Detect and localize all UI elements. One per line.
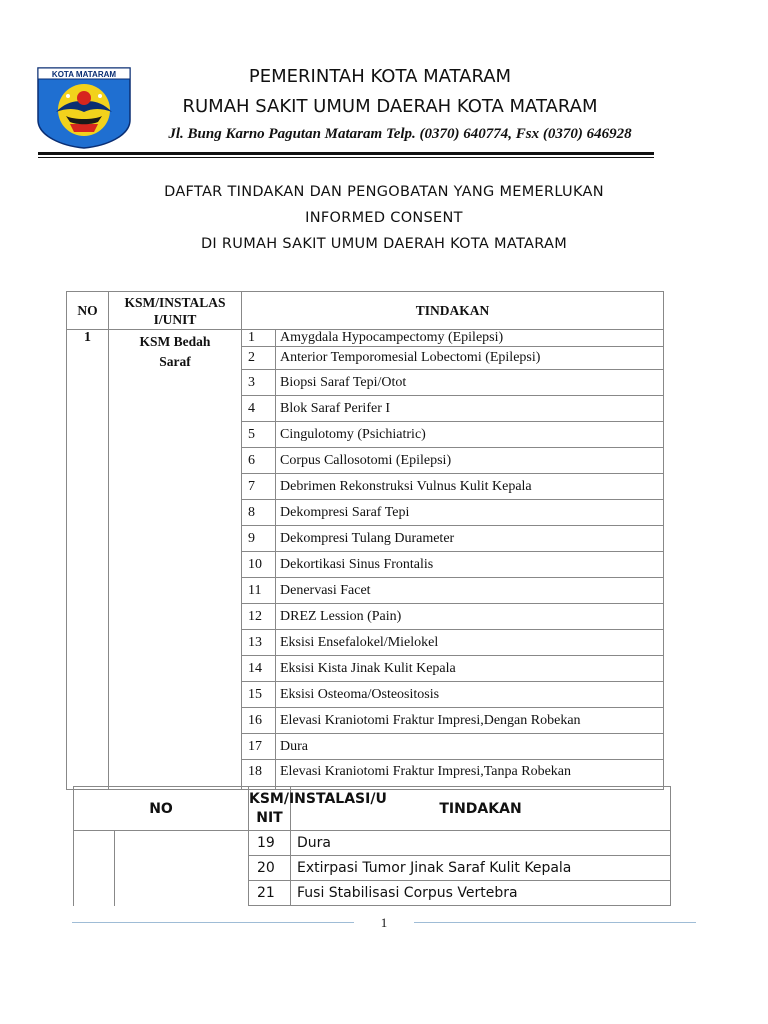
row-number: 16	[242, 708, 276, 734]
procedure-name: Elevasi Kraniotomi Fraktur Impresi,Tanpa Robekan	[276, 760, 664, 790]
procedure-name: Elevasi Kraniotomi Fraktur Impresi,Dengan Robekan	[276, 708, 664, 734]
group-number: 1	[67, 330, 109, 790]
row-number: 4	[242, 396, 276, 422]
procedure-name: Eksisi Osteoma/Osteositosis	[276, 682, 664, 708]
header-ksm	[249, 787, 387, 831]
letterhead-rule-thick	[38, 152, 654, 155]
header-ksm	[109, 292, 242, 330]
doc-title-line1: DAFTAR TINDAKAN DAN PENGOBATAN YANG MEMERLUKAN	[164, 184, 604, 200]
row-number: 21	[249, 881, 291, 906]
group-ksm-line2: Saraf	[159, 354, 191, 369]
header-no: NO	[67, 292, 109, 330]
table-row	[74, 831, 671, 856]
procedure-name: Blok Saraf Perifer I	[276, 396, 664, 422]
procedure-name: Anterior Temporomesial Lobectomi (Epilepsi)	[276, 347, 664, 370]
letterhead-rule-thin	[38, 157, 654, 158]
table-header-row	[74, 787, 671, 831]
header-tindakan: TINDAKAN	[242, 292, 664, 330]
procedure-table	[66, 291, 664, 790]
procedure-name: Cingulotomy (Psichiatric)	[276, 422, 664, 448]
table-row	[67, 330, 664, 347]
row-number: 18	[242, 760, 276, 790]
group-ksm	[109, 330, 242, 790]
footer-rule-right	[414, 922, 696, 923]
header-no-label: NO	[149, 800, 173, 817]
row-number: 20	[249, 856, 291, 881]
procedure-name: Corpus Callosotomi (Epilepsi)	[276, 448, 664, 474]
logo-text: KOTA MATARAM	[51, 70, 117, 79]
procedure-name: Fusi Stabilisasi Corpus Vertebra	[291, 881, 671, 906]
procedure-name: Eksisi Ensefalokel/Mielokel	[276, 630, 664, 656]
procedure-name: Biopsi Saraf Tepi/Otot	[276, 370, 664, 396]
header-ksm-line2: NIT	[256, 809, 283, 826]
hospital-address: Jl. Bung Karno Pagutan Mataram Telp. (0370) 640774, Fsx (0370) 646928	[168, 126, 632, 142]
row-number: 8	[242, 500, 276, 526]
footer-rule-left	[72, 922, 354, 923]
procedure-name: Extirpasi Tumor Jinak Saraf Kulit Kepala	[291, 856, 671, 881]
row-number: 3	[242, 370, 276, 396]
hospital-name: RUMAH SAKIT UMUM DAERAH KOTA MATARAM	[182, 96, 598, 117]
header-no	[74, 787, 249, 831]
row-number: 7	[242, 474, 276, 500]
government-name: PEMERINTAH KOTA MATARAM	[248, 66, 512, 87]
group-ksm-line1: KSM Bedah	[139, 334, 211, 349]
procedure-name: Debrimen Rekonstruksi Vulnus Kulit Kepala	[276, 474, 664, 500]
procedure-name: Dekortikasi Sinus Frontalis	[276, 552, 664, 578]
procedure-name: Dura	[291, 831, 671, 856]
row-number: 5	[242, 422, 276, 448]
header-tindakan: TINDAKAN	[291, 787, 671, 831]
row-number: 6	[242, 448, 276, 474]
row-number: 9	[242, 526, 276, 552]
header-ksm-line1: KSM/INSTALAS	[124, 294, 226, 310]
city-logo	[36, 66, 132, 150]
procedure-name: DREZ Lession (Pain)	[276, 604, 664, 630]
procedure-name: Eksisi Kista Jinak Kulit Kepala	[276, 656, 664, 682]
row-number: 17	[242, 734, 276, 760]
row-number: 10	[242, 552, 276, 578]
row-number: 14	[242, 656, 276, 682]
header-ksm-line1: KSM/INSTALASI/U	[249, 790, 387, 807]
row-number: 12	[242, 604, 276, 630]
procedure-name: Denervasi Facet	[276, 578, 664, 604]
procedure-name: Dura	[276, 734, 664, 760]
page-number: 1	[380, 915, 388, 930]
table-header-row	[67, 292, 664, 330]
doc-title-line2: INFORMED CONSENT	[305, 210, 463, 226]
row-number: 13	[242, 630, 276, 656]
procedure-name: Dekompresi Saraf Tepi	[276, 500, 664, 526]
procedure-name: Amygdala Hypocampectomy (Epilepsi)	[276, 330, 664, 347]
procedure-name: Dekompresi Tulang Durameter	[276, 526, 664, 552]
row-number: 1	[242, 330, 276, 347]
row-number: 19	[249, 831, 291, 856]
row-number: 15	[242, 682, 276, 708]
row-number: 2	[242, 347, 276, 370]
doc-title-line3: DI RUMAH SAKIT UMUM DAERAH KOTA MATARAM	[200, 236, 568, 252]
row-number: 11	[242, 578, 276, 604]
header-ksm-line2: I/UNIT	[153, 311, 197, 327]
